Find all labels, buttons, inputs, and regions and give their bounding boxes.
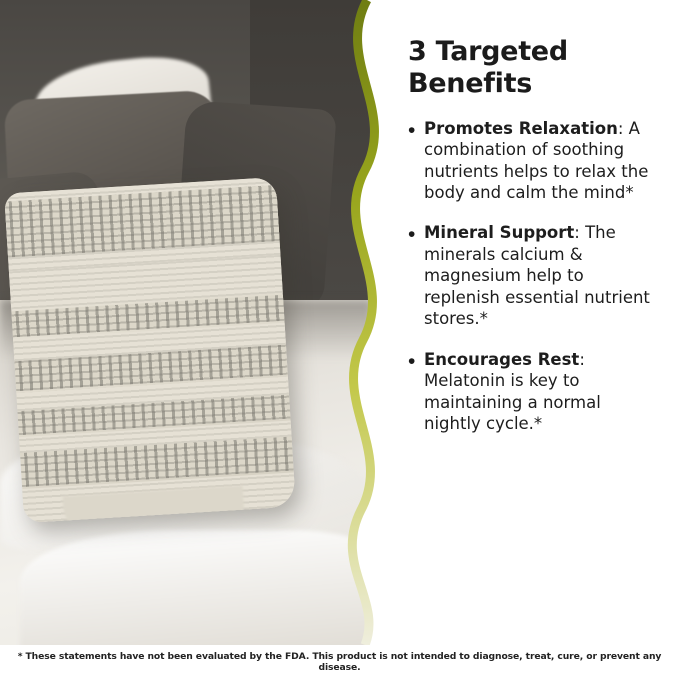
benefit-body-3: : Melatonin is key to maintaining a normal nightly cycle.* — [424, 349, 601, 433]
fda-disclaimer: * These statements have not been evaluated by the FDA. This product is not intended to diagnose, treat, cure, or prevent any disease. — [17, 651, 662, 673]
benefit-text-3 — [424, 349, 657, 435]
benefit-title-1: Promotes Relaxation — [424, 118, 618, 138]
bullet-icon: • — [408, 349, 416, 373]
benefit-text-1 — [424, 118, 657, 204]
footer — [0, 645, 679, 679]
benefit-body-1: : A combination of soothing nutrients helps to relax the body and calm the mind* — [424, 118, 649, 203]
bullet-icon: • — [408, 118, 416, 142]
benefit-item-3 — [408, 349, 657, 435]
benefit-text-2 — [424, 222, 657, 329]
benefits-panel — [400, 0, 679, 645]
benefit-item-1 — [408, 118, 657, 204]
wavy-divider — [325, 0, 405, 645]
knit-cushion — [4, 177, 296, 523]
benefit-body-2: : The minerals calcium & magnesium help to replenish essential nutrient stores.* — [424, 223, 650, 329]
bullet-icon: • — [408, 223, 416, 247]
benefit-title-3: Encourages Rest — [424, 349, 580, 369]
benefit-item-2 — [408, 222, 657, 329]
page-title: 3 Targeted Benefits — [408, 36, 568, 99]
benefit-title-2: Mineral Support — [424, 223, 575, 243]
bedding-fold-lower — [20, 530, 372, 645]
